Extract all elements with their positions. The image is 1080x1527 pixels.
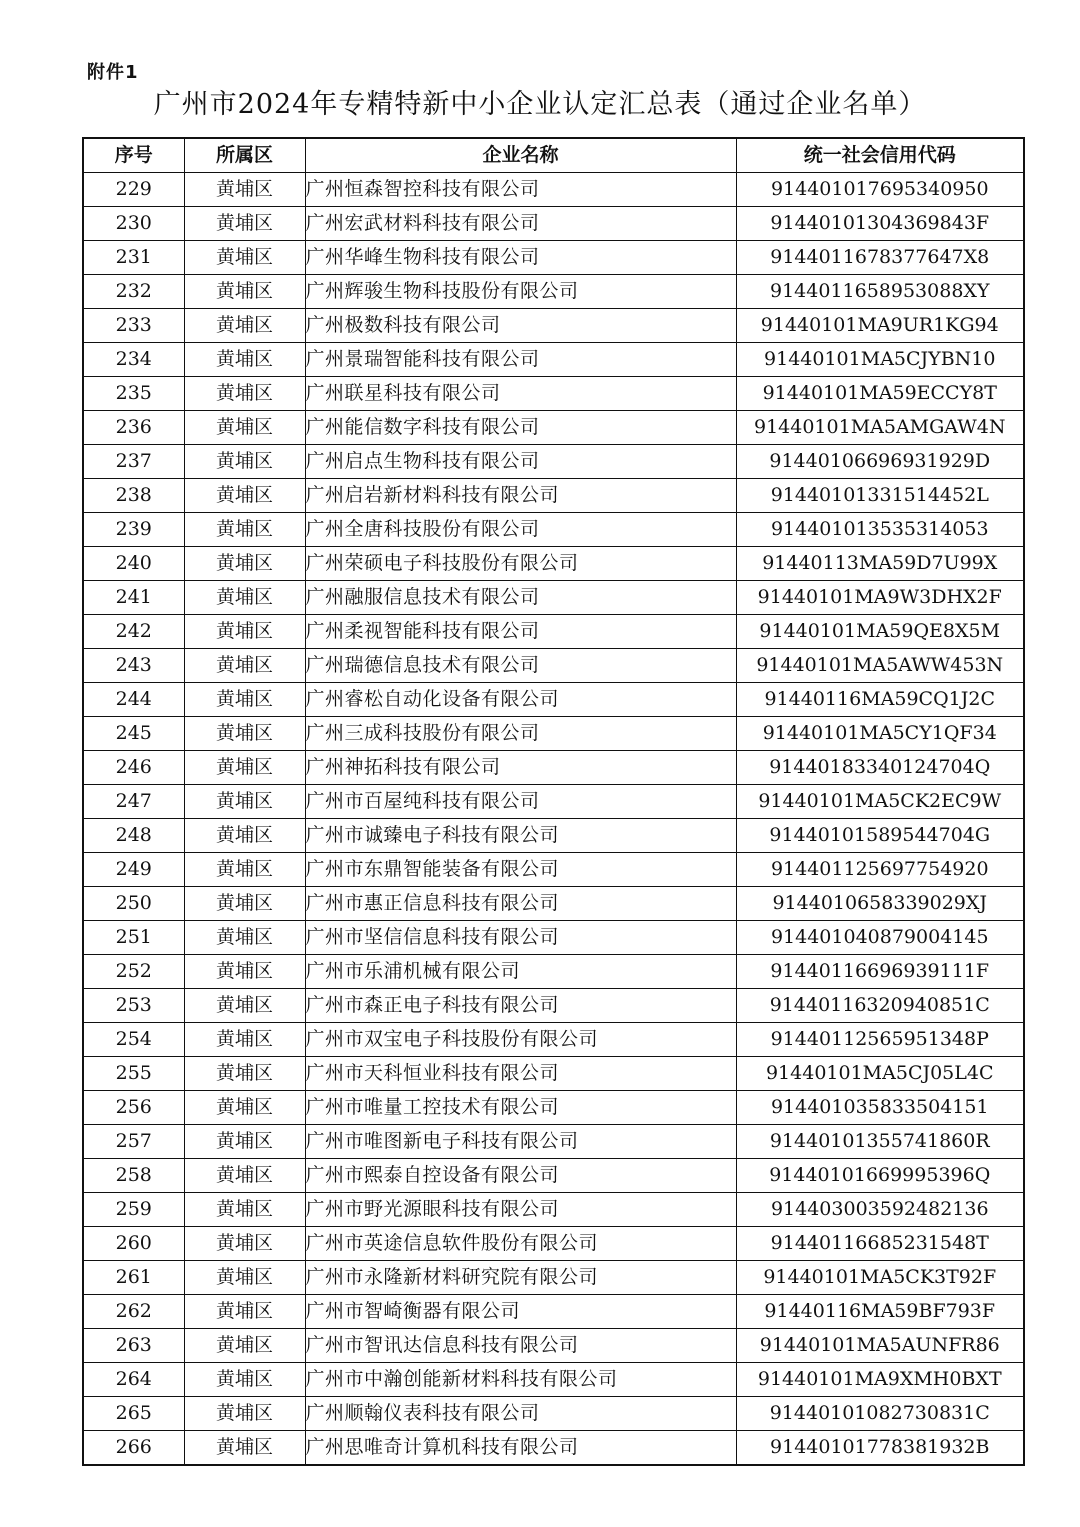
credit-code-cell: 91440101331514452L xyxy=(736,479,1024,513)
credit-code-cell: 91440101MA5CJ05L4C xyxy=(736,1057,1024,1091)
credit-code-cell: 9144010658339029XJ xyxy=(736,887,1024,921)
serial-number-cell: 265 xyxy=(83,1397,184,1431)
header-serial-number: 序号 xyxy=(83,138,184,173)
credit-code-cell: 91440116696939111F xyxy=(736,955,1024,989)
credit-code-cell: 914401017695340950 xyxy=(736,173,1024,207)
credit-code-cell: 91440101MA5CK2EC9W xyxy=(736,785,1024,819)
credit-code-cell: 91440101669995396Q xyxy=(736,1159,1024,1193)
district-cell: 黄埔区 xyxy=(184,479,305,513)
credit-code-cell: 91440101MA5CK3T92F xyxy=(736,1261,1024,1295)
table-row xyxy=(83,1193,1024,1227)
serial-number-cell: 240 xyxy=(83,547,184,581)
district-cell: 黄埔区 xyxy=(184,1125,305,1159)
company-name-cell: 广州市森正电子科技有限公司 xyxy=(305,989,736,1023)
district-cell: 黄埔区 xyxy=(184,1261,305,1295)
serial-number-cell: 236 xyxy=(83,411,184,445)
serial-number-cell: 260 xyxy=(83,1227,184,1261)
table-row xyxy=(83,173,1024,207)
district-cell: 黄埔区 xyxy=(184,649,305,683)
table-row xyxy=(83,1159,1024,1193)
serial-number-cell: 249 xyxy=(83,853,184,887)
district-cell: 黄埔区 xyxy=(184,989,305,1023)
document-title: 广州市2024年专精特新中小企业认定汇总表（通过企业名单） xyxy=(153,89,927,120)
table-row xyxy=(83,751,1024,785)
district-cell: 黄埔区 xyxy=(184,1363,305,1397)
serial-number-cell: 235 xyxy=(83,377,184,411)
table-row xyxy=(83,207,1024,241)
credit-code-cell: 91440116MA59CQ1J2C xyxy=(736,683,1024,717)
serial-number-cell: 239 xyxy=(83,513,184,547)
company-name-cell: 广州市诚臻电子科技有限公司 xyxy=(305,819,736,853)
table-row xyxy=(83,377,1024,411)
company-name-cell: 广州联星科技有限公司 xyxy=(305,377,736,411)
district-cell: 黄埔区 xyxy=(184,785,305,819)
district-cell: 黄埔区 xyxy=(184,173,305,207)
serial-number-cell: 248 xyxy=(83,819,184,853)
company-name-cell: 广州神拓科技有限公司 xyxy=(305,751,736,785)
credit-code-cell: 91440101MA59QE8X5M xyxy=(736,615,1024,649)
table-row xyxy=(83,717,1024,751)
company-name-cell: 广州睿松自动化设备有限公司 xyxy=(305,683,736,717)
district-cell: 黄埔区 xyxy=(184,1397,305,1431)
table-row xyxy=(83,1295,1024,1329)
company-name-cell: 广州启岩新材料科技有限公司 xyxy=(305,479,736,513)
company-name-cell: 广州荣硕电子科技股份有限公司 xyxy=(305,547,736,581)
district-cell: 黄埔区 xyxy=(184,683,305,717)
table-header xyxy=(83,138,1024,173)
table-row xyxy=(83,479,1024,513)
serial-number-cell: 255 xyxy=(83,1057,184,1091)
table-row xyxy=(83,1125,1024,1159)
table-row xyxy=(83,309,1024,343)
table-row xyxy=(83,887,1024,921)
company-name-cell: 广州市坚信信息科技有限公司 xyxy=(305,921,736,955)
credit-code-cell: 91440183340124704Q xyxy=(736,751,1024,785)
table-row xyxy=(83,853,1024,887)
serial-number-cell: 254 xyxy=(83,1023,184,1057)
table-row xyxy=(83,1261,1024,1295)
district-cell: 黄埔区 xyxy=(184,207,305,241)
company-name-cell: 广州柔视智能科技有限公司 xyxy=(305,615,736,649)
credit-code-cell: 91440101082730831C xyxy=(736,1397,1024,1431)
table-row xyxy=(83,275,1024,309)
company-name-cell: 广州市百屋纯科技有限公司 xyxy=(305,785,736,819)
district-cell: 黄埔区 xyxy=(184,1193,305,1227)
header-row xyxy=(83,138,1024,173)
table-row xyxy=(83,445,1024,479)
credit-code-cell: 91440101MA59ECCY8T xyxy=(736,377,1024,411)
district-cell: 黄埔区 xyxy=(184,751,305,785)
credit-code-cell: 91440101MA5AUNFR86 xyxy=(736,1329,1024,1363)
serial-number-cell: 251 xyxy=(83,921,184,955)
serial-number-cell: 229 xyxy=(83,173,184,207)
company-name-cell: 广州全唐科技股份有限公司 xyxy=(305,513,736,547)
serial-number-cell: 234 xyxy=(83,343,184,377)
table-row xyxy=(83,1431,1024,1466)
serial-number-cell: 257 xyxy=(83,1125,184,1159)
district-cell: 黄埔区 xyxy=(184,717,305,751)
credit-code-cell: 91440101MA9UR1KG94 xyxy=(736,309,1024,343)
credit-code-cell: 9144011678377647X8 xyxy=(736,241,1024,275)
credit-code-cell: 91440101MA5AMGAW4N xyxy=(736,411,1024,445)
district-cell: 黄埔区 xyxy=(184,343,305,377)
serial-number-cell: 230 xyxy=(83,207,184,241)
credit-code-cell: 914401035833504151 xyxy=(736,1091,1024,1125)
table-row xyxy=(83,1023,1024,1057)
district-cell: 黄埔区 xyxy=(184,1227,305,1261)
company-name-cell: 广州宏武材料科技有限公司 xyxy=(305,207,736,241)
company-name-cell: 广州景瑞智能科技有限公司 xyxy=(305,343,736,377)
credit-code-cell: 91440116685231548T xyxy=(736,1227,1024,1261)
company-name-cell: 广州市野光源眼科技有限公司 xyxy=(305,1193,736,1227)
company-name-cell: 广州市唯量工控技术有限公司 xyxy=(305,1091,736,1125)
credit-code-cell: 91440101MA5AWW453N xyxy=(736,649,1024,683)
credit-code-cell: 91440113MA59D7U99X xyxy=(736,547,1024,581)
company-name-cell: 广州市熙泰自控设备有限公司 xyxy=(305,1159,736,1193)
credit-code-cell: 91440101MA5CY1QF34 xyxy=(736,717,1024,751)
serial-number-cell: 263 xyxy=(83,1329,184,1363)
credit-code-cell: 91440101MA9W3DHX2F xyxy=(736,581,1024,615)
company-name-cell: 广州启点生物科技有限公司 xyxy=(305,445,736,479)
district-cell: 黄埔区 xyxy=(184,411,305,445)
serial-number-cell: 256 xyxy=(83,1091,184,1125)
company-name-cell: 广州市天科恒业科技有限公司 xyxy=(305,1057,736,1091)
credit-code-cell: 914401013535314053 xyxy=(736,513,1024,547)
serial-number-cell: 243 xyxy=(83,649,184,683)
table-row xyxy=(83,989,1024,1023)
serial-number-cell: 264 xyxy=(83,1363,184,1397)
credit-code-cell: 91440101355741860R xyxy=(736,1125,1024,1159)
serial-number-cell: 261 xyxy=(83,1261,184,1295)
company-name-cell: 广州市双宝电子科技股份有限公司 xyxy=(305,1023,736,1057)
district-cell: 黄埔区 xyxy=(184,1295,305,1329)
credit-code-cell: 91440101304369843F xyxy=(736,207,1024,241)
district-cell: 黄埔区 xyxy=(184,615,305,649)
company-name-cell: 广州市唯图新电子科技有限公司 xyxy=(305,1125,736,1159)
company-name-cell: 广州市惠正信息科技有限公司 xyxy=(305,887,736,921)
credit-code-cell: 91440112565951348P xyxy=(736,1023,1024,1057)
company-name-cell: 广州思唯奇计算机科技有限公司 xyxy=(305,1431,736,1466)
district-cell: 黄埔区 xyxy=(184,513,305,547)
serial-number-cell: 242 xyxy=(83,615,184,649)
enterprise-table xyxy=(82,137,1025,1466)
table-row xyxy=(83,1397,1024,1431)
company-name-cell: 广州市智崎衡器有限公司 xyxy=(305,1295,736,1329)
company-name-cell: 广州市乐浦机械有限公司 xyxy=(305,955,736,989)
company-name-cell: 广州顺翰仪表科技有限公司 xyxy=(305,1397,736,1431)
header-credit-code: 统一社会信用代码 xyxy=(736,138,1024,173)
serial-number-cell: 245 xyxy=(83,717,184,751)
district-cell: 黄埔区 xyxy=(184,921,305,955)
table-row xyxy=(83,1091,1024,1125)
credit-code-cell: 91440101778381932B xyxy=(736,1431,1024,1466)
serial-number-cell: 250 xyxy=(83,887,184,921)
district-cell: 黄埔区 xyxy=(184,241,305,275)
table-row xyxy=(83,615,1024,649)
table-row xyxy=(83,1363,1024,1397)
serial-number-cell: 232 xyxy=(83,275,184,309)
company-name-cell: 广州华峰生物科技有限公司 xyxy=(305,241,736,275)
table-row xyxy=(83,649,1024,683)
company-name-cell: 广州市中瀚创能新材料科技有限公司 xyxy=(305,1363,736,1397)
company-name-cell: 广州极数科技有限公司 xyxy=(305,309,736,343)
district-cell: 黄埔区 xyxy=(184,547,305,581)
credit-code-cell: 914401040879004145 xyxy=(736,921,1024,955)
company-name-cell: 广州融服信息技术有限公司 xyxy=(305,581,736,615)
credit-code-cell: 91440116320940851C xyxy=(736,989,1024,1023)
table-row xyxy=(83,1329,1024,1363)
district-cell: 黄埔区 xyxy=(184,377,305,411)
company-name-cell: 广州市永隆新材料研究院有限公司 xyxy=(305,1261,736,1295)
credit-code-cell: 91440116MA59BF793F xyxy=(736,1295,1024,1329)
serial-number-cell: 244 xyxy=(83,683,184,717)
table-row xyxy=(83,921,1024,955)
company-name-cell: 广州恒森智控科技有限公司 xyxy=(305,173,736,207)
district-cell: 黄埔区 xyxy=(184,1057,305,1091)
table-row xyxy=(83,411,1024,445)
serial-number-cell: 246 xyxy=(83,751,184,785)
serial-number-cell: 231 xyxy=(83,241,184,275)
table-row xyxy=(83,513,1024,547)
table-row xyxy=(83,785,1024,819)
table-row xyxy=(83,1227,1024,1261)
serial-number-cell: 247 xyxy=(83,785,184,819)
district-cell: 黄埔区 xyxy=(184,955,305,989)
serial-number-cell: 233 xyxy=(83,309,184,343)
credit-code-cell: 91440101589544704G xyxy=(736,819,1024,853)
credit-code-cell: 914401125697754920 xyxy=(736,853,1024,887)
credit-code-cell: 91440101MA9XMH0BXT xyxy=(736,1363,1024,1397)
table-row xyxy=(83,343,1024,377)
credit-code-cell: 914403003592482136 xyxy=(736,1193,1024,1227)
district-cell: 黄埔区 xyxy=(184,1159,305,1193)
district-cell: 黄埔区 xyxy=(184,309,305,343)
district-cell: 黄埔区 xyxy=(184,445,305,479)
credit-code-cell: 91440101MA5CJYBN10 xyxy=(736,343,1024,377)
company-name-cell: 广州辉骏生物科技股份有限公司 xyxy=(305,275,736,309)
district-cell: 黄埔区 xyxy=(184,819,305,853)
district-cell: 黄埔区 xyxy=(184,1023,305,1057)
district-cell: 黄埔区 xyxy=(184,1091,305,1125)
table-row xyxy=(83,683,1024,717)
table-body xyxy=(83,173,1024,1466)
serial-number-cell: 258 xyxy=(83,1159,184,1193)
attachment-label: 附件1 xyxy=(87,62,139,83)
district-cell: 黄埔区 xyxy=(184,581,305,615)
district-cell: 黄埔区 xyxy=(184,275,305,309)
credit-code-cell: 9144011658953088XY xyxy=(736,275,1024,309)
serial-number-cell: 252 xyxy=(83,955,184,989)
serial-number-cell: 259 xyxy=(83,1193,184,1227)
serial-number-cell: 238 xyxy=(83,479,184,513)
company-name-cell: 广州市英途信息软件股份有限公司 xyxy=(305,1227,736,1261)
table-row xyxy=(83,241,1024,275)
company-name-cell: 广州市东鼎智能装备有限公司 xyxy=(305,853,736,887)
district-cell: 黄埔区 xyxy=(184,1329,305,1363)
table-row xyxy=(83,581,1024,615)
serial-number-cell: 241 xyxy=(83,581,184,615)
district-cell: 黄埔区 xyxy=(184,853,305,887)
header-company-name: 企业名称 xyxy=(305,138,736,173)
serial-number-cell: 253 xyxy=(83,989,184,1023)
serial-number-cell: 262 xyxy=(83,1295,184,1329)
company-name-cell: 广州能信数字科技有限公司 xyxy=(305,411,736,445)
table-row xyxy=(83,1057,1024,1091)
district-cell: 黄埔区 xyxy=(184,887,305,921)
serial-number-cell: 266 xyxy=(83,1431,184,1466)
header-district: 所属区 xyxy=(184,138,305,173)
serial-number-cell: 237 xyxy=(83,445,184,479)
table-row xyxy=(83,547,1024,581)
company-name-cell: 广州瑞德信息技术有限公司 xyxy=(305,649,736,683)
table-row xyxy=(83,819,1024,853)
company-name-cell: 广州市智讯达信息科技有限公司 xyxy=(305,1329,736,1363)
company-name-cell: 广州三成科技股份有限公司 xyxy=(305,717,736,751)
credit-code-cell: 91440106696931929D xyxy=(736,445,1024,479)
district-cell: 黄埔区 xyxy=(184,1431,305,1466)
table-row xyxy=(83,955,1024,989)
